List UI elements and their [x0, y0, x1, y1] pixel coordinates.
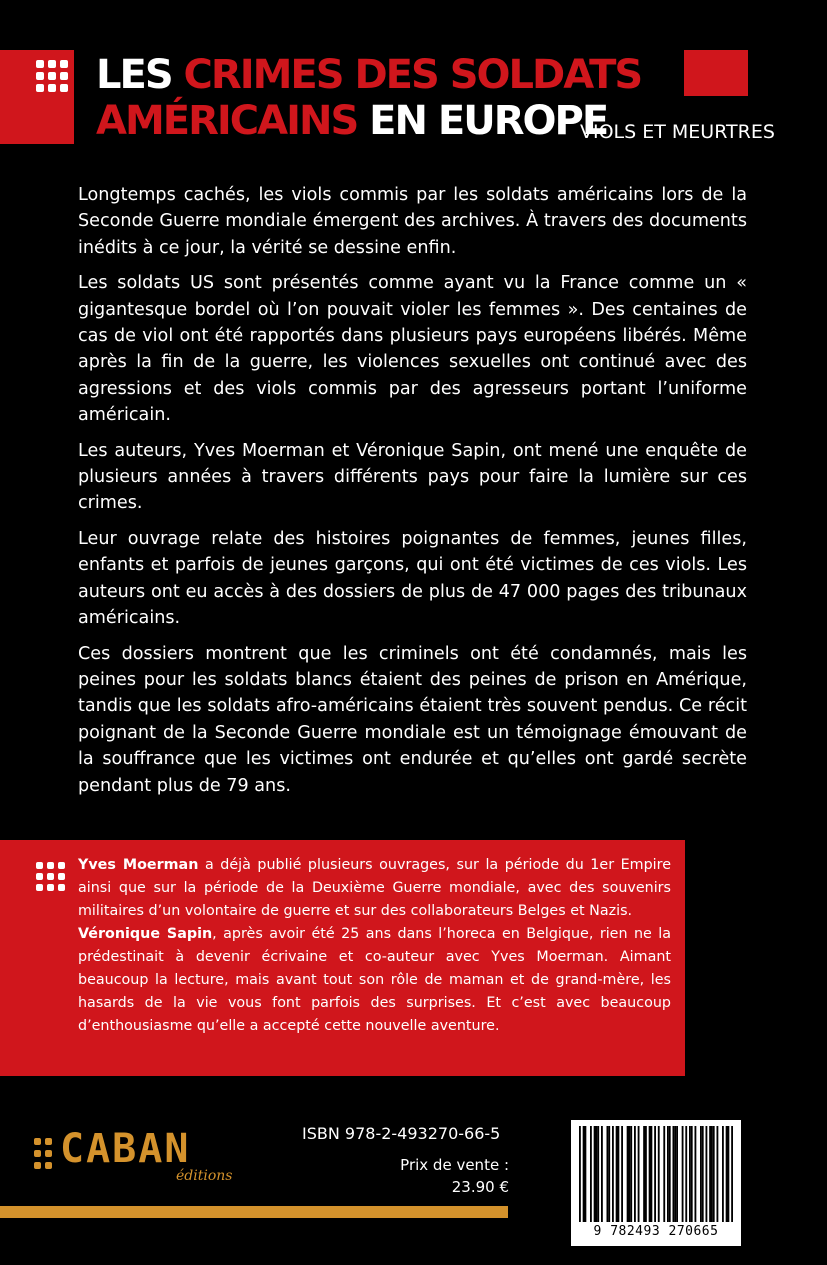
author2-name: Véronique Sapin: [78, 926, 213, 942]
title-americains: AMÉRICAINS: [96, 98, 358, 144]
blurb-paragraph: Ces dossiers montrent que les criminels ont été condamnés, mais les peines pour les soldats blancs étaient des peines de prison en Amérique, tandis que les soldats afro-américains étaient très souvent pendus. Ce récit poignant de la Seconde Guerre mondiale est un témoignage émouvant de la souffrance que les victimes ont endurée et qu’elles ont gardé secrète pendant plus de 79 ans.: [78, 643, 747, 796]
title-crimes: CRIMES DES SOLDATS: [183, 52, 642, 98]
blurb-paragraph: Les auteurs, Yves Moerman et Véronique Sapin, ont mené une enquête de plusieurs années à travers différents pays pour faire la lumière sur ces crimes.: [78, 440, 747, 514]
author1-text: a déjà publié plusieurs ouvrages, sur la période du 1er Empire ainsi que sur la période de la Deuxième Guerre mondiale, avec des souvenirs militaires d’un volontaire de guerre et sur des collaborateurs Belges et Nazis.: [78, 857, 671, 919]
author1-name: Yves Moerman: [78, 857, 199, 873]
blurb-text: [78, 182, 747, 808]
barcode-bars-icon: [579, 1126, 733, 1222]
blurb-paragraph: Leur ouvrage relate des histoires poignantes de femmes, jeunes filles, enfants et parfois de jeunes garçons, qui ont été victimes de ces viols. Les auteurs ont eu accès à des dossiers de plus de 47 000 pages des tribunaux américains.: [78, 528, 747, 629]
title-en-europe: EN EUROPE: [357, 98, 608, 144]
gold-divider: [0, 1206, 508, 1218]
header-red-square: [684, 50, 748, 96]
book-subtitle: VIOLS ET MEURTRES: [580, 121, 775, 143]
author-bio: [78, 854, 671, 1038]
logo-sub: éditions: [176, 1168, 233, 1184]
header-dots-icon: [36, 60, 66, 92]
blurb-paragraph: Les soldats US sont présentés comme ayant vu la France comme un « gigantesque bordel où l’on pouvait violer les femmes ». Des centaines de cas de viol ont été rapportés dans plusieurs pays européens libérés. Même après la fin de la guerre, les violences sexuelles ont continué avec des agressions et des viols commis par des agresseurs portant l’uniforme américain.: [78, 273, 747, 426]
isbn-text: ISBN 978-2-493270-66-5: [302, 1124, 501, 1143]
blurb-paragraph: Longtemps cachés, les viols commis par les soldats américains lors de la Seconde Guerre mondiale émergent des archives. À travers des documents inédits à ce jour, la vérité se dessine enfin.: [78, 185, 747, 258]
title-les: LES: [96, 52, 184, 98]
barcode-number: 9 782493 270665: [593, 1224, 719, 1239]
price-value: 23.90 €: [451, 1178, 509, 1196]
author2-text: , après avoir été 25 ans dans l’horeca en Belgique, rien ne la prédestinait à devenir écrivaine et co-auteur avec Yves Moerman. Aimant beaucoup la lecture, mais avant tout son rôle de maman et de grand-mère, les hasards de la vie vous font parfois des surprises. Et c’est avec beaucoup d’enthousiasme qu’elle a accepté cette nouvelle aventure.: [78, 926, 671, 1034]
price-label: Prix de vente :: [400, 1156, 509, 1174]
barcode: [571, 1120, 741, 1246]
logo-dots-icon: [34, 1138, 52, 1169]
bio-dots-icon: [36, 862, 65, 891]
logo-word: CABAN: [60, 1126, 191, 1172]
